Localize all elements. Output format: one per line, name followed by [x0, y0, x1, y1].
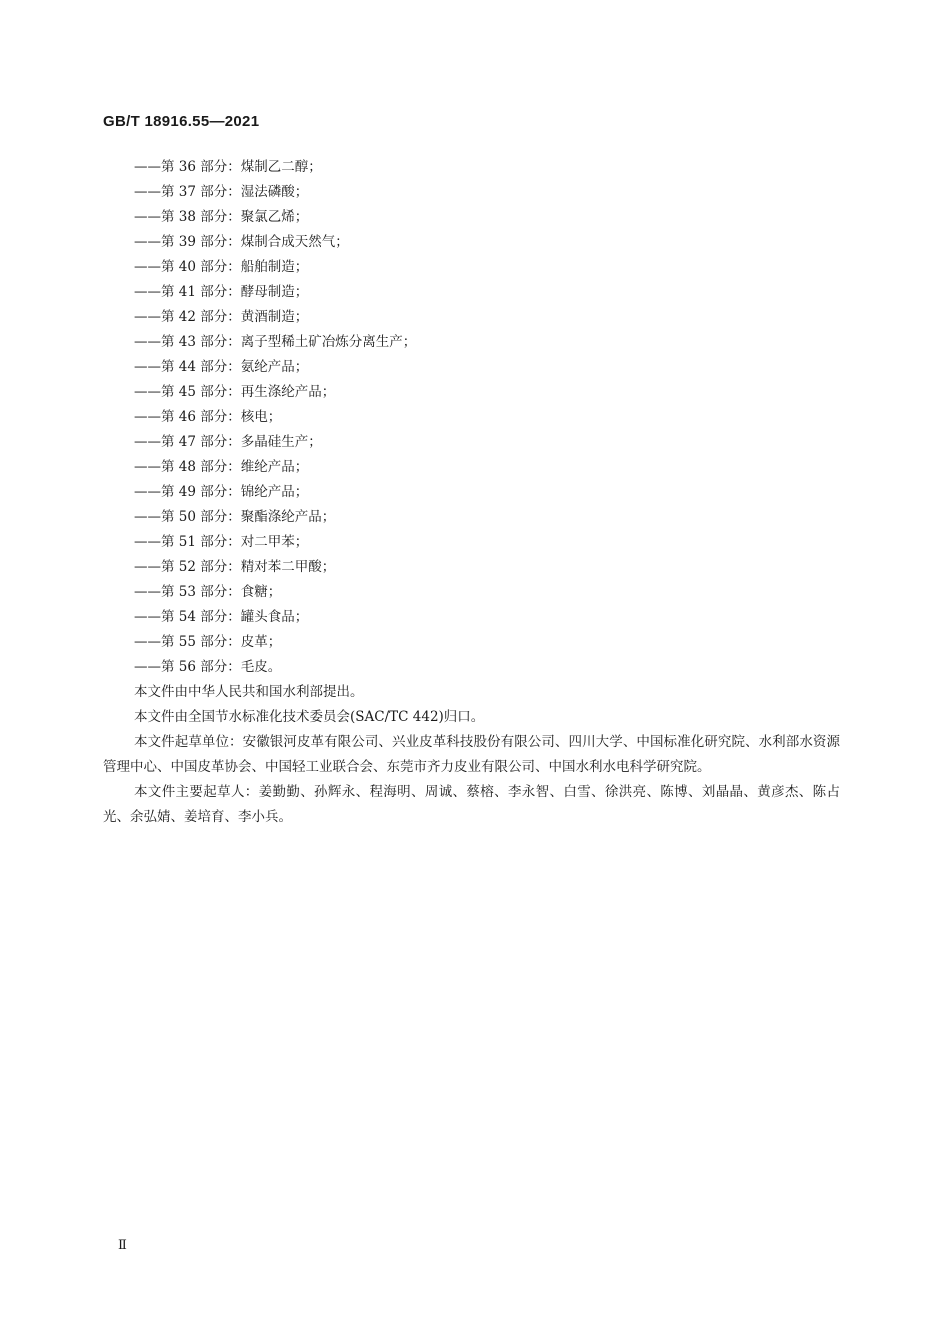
list-item: ——第 44 部分：氨纶产品；: [134, 359, 309, 375]
list-item: ——第 49 部分：锦纶产品；: [134, 484, 309, 500]
standard-code: GB/T 18916.55—2021: [103, 113, 260, 130]
list-item: ——第 47 部分：多晶硅生产；: [134, 434, 322, 450]
list-item: ——第 39 部分：煤制合成天然气；: [134, 234, 349, 250]
list-item: ——第 42 部分：黄酒制造；: [134, 309, 309, 325]
proposed-by-paragraph: 本文件由中华人民共和国水利部提出。: [134, 684, 364, 700]
parts-list: [134, 155, 416, 680]
list-item: ——第 36 部分：煤制乙二醇；: [134, 159, 322, 175]
list-item: ——第 46 部分：核电；: [134, 409, 282, 425]
list-item: ——第 54 部分：罐头食品；: [134, 609, 309, 625]
foreword-paragraphs: [103, 680, 840, 830]
list-item: ——第 51 部分：对二甲苯；: [134, 534, 309, 550]
list-item: ——第 40 部分：船舶制造；: [134, 259, 309, 275]
list-item: ——第 52 部分：精对苯二甲酸；: [134, 559, 336, 575]
centralized-by-paragraph: 本文件由全国节水标准化技术委员会(SAC/TC 442)归口。: [134, 709, 485, 725]
list-item: ——第 53 部分：食糖；: [134, 584, 282, 600]
list-item: ——第 37 部分：湿法磷酸；: [134, 184, 309, 200]
page-number: Ⅱ: [118, 1238, 127, 1253]
list-item: ——第 38 部分：聚氯乙烯；: [134, 209, 309, 225]
list-item: ——第 55 部分：皮革；: [134, 634, 282, 650]
list-item: ——第 45 部分：再生涤纶产品；: [134, 384, 336, 400]
list-item: ——第 41 部分：酵母制造；: [134, 284, 309, 300]
list-item: ——第 50 部分：聚酯涤纶产品；: [134, 509, 336, 525]
list-item: ——第 43 部分：离子型稀土矿冶炼分离生产；: [134, 334, 417, 350]
drafting-units-paragraph: 本文件起草单位：安徽银河皮革有限公司、兴业皮革科技股份有限公司、四川大学、中国标准化研究院、水利部水资源管理中心、中国皮革协会、中国轻工业联合会、东莞市齐力皮业有限公司、中国水利水电科学研究院。: [103, 734, 840, 775]
list-item: ——第 56 部分：毛皮。: [134, 659, 282, 675]
drafters-paragraph: 本文件主要起草人：姜勤勤、孙辉永、程海明、周诚、蔡榕、李永智、白雪、徐洪亮、陈博、刘晶晶、黄彦杰、陈占光、余弘婧、姜培育、李小兵。: [103, 784, 840, 825]
list-item: ——第 48 部分：维纶产品；: [134, 459, 309, 475]
